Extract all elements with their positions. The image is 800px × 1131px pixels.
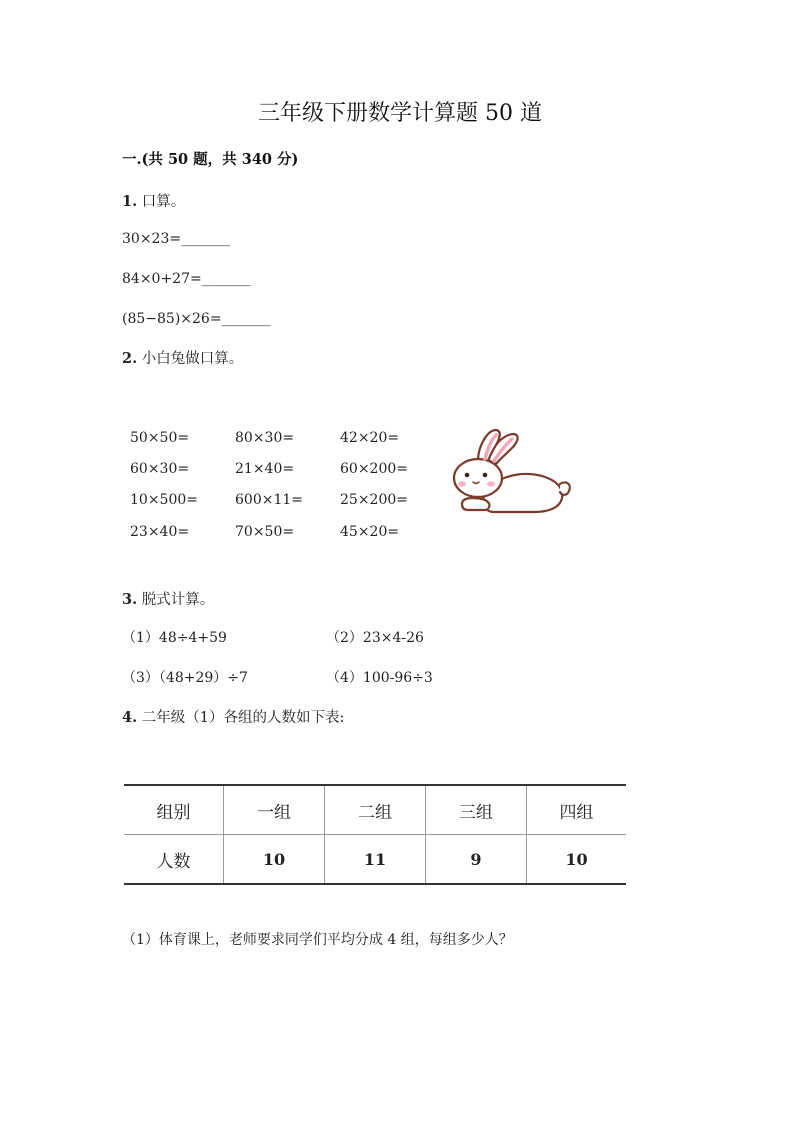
question-3-number: 3. (122, 591, 138, 608)
q2-cell: 21×40= (235, 461, 295, 477)
question-2-number: 2. (122, 350, 138, 367)
question-3-text: 脱式计算。 (141, 592, 215, 608)
q2-cell: 600×11= (235, 492, 303, 508)
q3-item-3: （3）（48+29）÷7 (122, 670, 248, 686)
question-1-text: 口算。 (141, 194, 186, 210)
table-cell: 11 (325, 835, 426, 885)
table-header-cell: 二组 (325, 785, 426, 835)
page-title: 三年级下册数学计算题 50 道 (258, 101, 542, 126)
q1-item-2: 84×0+27=_______ (122, 271, 251, 287)
section-heading: 一.(共 50 题，共 340 分) (122, 151, 299, 168)
table-cell: 9 (425, 835, 526, 885)
table-cell: 10 (526, 835, 626, 885)
q2-cell: 25×200= (340, 492, 408, 508)
q2-cell: 23×40= (130, 524, 190, 540)
q3-item-2: （2）23×4-26 (326, 630, 424, 646)
table-row-label: 人数 (124, 835, 224, 885)
question-4-text: 二年级（1）各组的人数如下表: (141, 710, 345, 726)
q2-cell: 70×50= (235, 524, 295, 540)
q1-item-1: 30×23=_______ (122, 231, 231, 247)
question-2-text: 小白兔做口算。 (141, 351, 244, 367)
table-row (124, 835, 626, 885)
group-count-table (124, 784, 626, 885)
q1-item-3: (85−85)×26=_______ (122, 311, 271, 327)
question-2-heading (122, 347, 243, 368)
rabbit-illustration (448, 426, 572, 516)
question-4-heading (122, 706, 344, 727)
q2-cell: 45×20= (340, 524, 400, 540)
table-header-cell: 四组 (526, 785, 626, 835)
q3-item-4: （4）100-96÷3 (326, 670, 433, 686)
q2-cell: 42×20= (340, 430, 400, 446)
question-4-number: 4. (122, 709, 138, 726)
q2-cell: 80×30= (235, 430, 295, 446)
table-header-cell: 一组 (224, 785, 325, 835)
table-header-cell: 三组 (425, 785, 526, 835)
q2-cell: 60×30= (130, 461, 190, 477)
q4-sub-question: （1）体育课上，老师要求同学们平均分成 4 组，每组多少人？ (122, 932, 513, 948)
q2-cell: 10×500= (130, 492, 198, 508)
q2-cell: 50×50= (130, 430, 190, 446)
table-header-cell: 组别 (124, 785, 224, 835)
q3-item-1: （1）48÷4+59 (122, 630, 227, 646)
table-header-row (124, 785, 626, 835)
question-3-heading (122, 588, 214, 609)
table-cell: 10 (224, 835, 325, 885)
question-1-number: 1. (122, 193, 138, 210)
question-1-heading (122, 190, 185, 211)
q2-cell: 60×200= (340, 461, 408, 477)
